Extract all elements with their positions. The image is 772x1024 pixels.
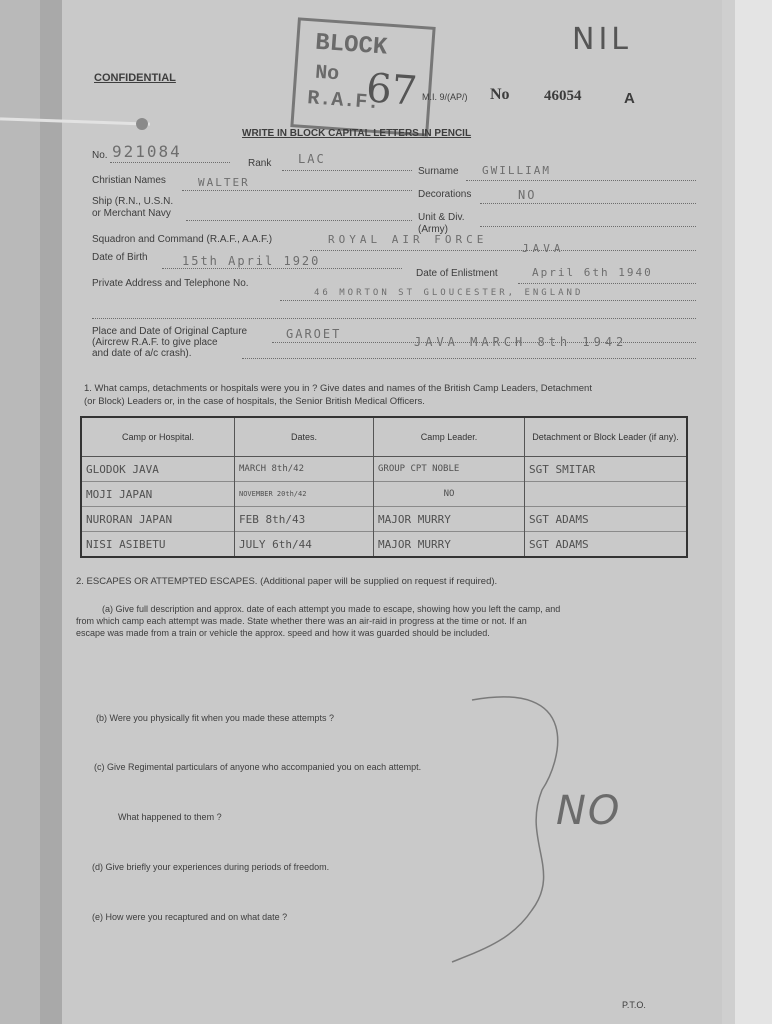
leader-cell: MAJOR MURRY	[374, 507, 525, 532]
question-2d: (d) Give briefly your experiences during periods of freedom.	[92, 862, 330, 872]
decorations-label: Decorations	[418, 189, 472, 200]
stamp-line-2: No	[314, 61, 340, 87]
number-label: No	[490, 86, 510, 103]
dates-cell: FEB 8th/43	[235, 507, 374, 532]
decorations-value: NO	[518, 188, 537, 202]
question-2a-line-2: from which camp each attempt was made. State whether there was an air-raid in progress at the time or not. If an	[76, 616, 527, 626]
handwritten-no: NO	[556, 788, 622, 834]
camp-cell: MOJI JAPAN	[81, 482, 235, 507]
question-1-line-1: 1. What camps, detachments or hospitals were you in ? Give dates and names of the British Camp Leaders, Detachment	[84, 383, 592, 394]
service-no-value: 921084	[112, 142, 182, 161]
stamp-number: 67	[364, 65, 419, 115]
camp-cell: GLODOK JAVA	[81, 457, 235, 482]
question-1-line-2: (or Block) Leaders or, in the case of hospitals, the Senior British Medical Officers.	[84, 396, 425, 407]
form-reference: M.I. 9/(AP/)	[422, 92, 468, 102]
ship-label-2: or Merchant Navy	[92, 208, 171, 219]
header-detachment-leader: Detachment or Block Leader (if any).	[525, 417, 688, 457]
rank-label: Rank	[248, 158, 272, 169]
stamp-line-1: BLOCK	[314, 29, 389, 62]
capture-label-2: (Aircrew R.A.F. to give place	[92, 337, 218, 348]
handwritten-bracket	[62, 0, 722, 1024]
leader-cell: GROUP CPT NOBLE	[374, 457, 525, 482]
surname-label: Surname	[418, 166, 459, 177]
unit-label-2: (Army)	[418, 224, 448, 235]
leader-cell: NO	[374, 482, 525, 507]
detachment-cell: SGT ADAMS	[525, 507, 688, 532]
detachment-cell: SGT ADAMS	[525, 532, 688, 558]
nil-annotation: NIL	[572, 22, 633, 57]
question-2a-line-1: (a) Give full description and approx. date of each attempt you made to escape, showing how you left the camp, and	[102, 604, 561, 614]
pto-label: P.T.O.	[622, 1000, 646, 1010]
camp-cell: NISI ASIBETU	[81, 532, 235, 558]
squadron-value-2: JAVA	[522, 242, 565, 255]
question-2e: (e) How were you recaptured and on what date ?	[92, 912, 288, 922]
confidential-label: CONFIDENTIAL	[94, 72, 176, 84]
document-page	[62, 0, 722, 1024]
header-dates: Dates.	[235, 417, 374, 457]
rank-value: LAC	[298, 152, 326, 166]
christian-names-label: Christian Names	[92, 175, 166, 186]
squadron-label: Squadron and Command (R.A.F., A.A.F.)	[92, 234, 273, 245]
dob-value: 15th April 1920	[182, 254, 321, 268]
question-2c: (c) Give Regimental particulars of anyone who accompanied you on each attempt.	[94, 762, 422, 772]
header-camp: Camp or Hospital.	[81, 417, 235, 457]
detachment-cell: SGT SMITAR	[525, 457, 688, 482]
ship-label-1: Ship (R.N., U.S.N.	[92, 196, 174, 207]
dates-cell: MARCH 8th/42	[235, 457, 374, 482]
question-2a-line-3: escape was made from a train or vehicle the approx. speed and how it was guarded should be included.	[76, 628, 490, 638]
squadron-value-1: ROYAL AIR FORCE	[328, 233, 488, 246]
enlistment-value: April 6th 1940	[532, 266, 653, 279]
christian-names-value: WALTER	[198, 176, 250, 189]
camp-cell: NURORAN JAPAN	[81, 507, 235, 532]
capture-label-3: and date of a/c crash).	[92, 348, 192, 359]
binder-edge	[40, 0, 62, 1024]
enlistment-label: Date of Enlistment	[416, 268, 498, 279]
unit-label-1: Unit & Div.	[418, 212, 465, 223]
question-2-title: 2. ESCAPES OR ATTEMPTED ESCAPES. (Additional paper will be supplied on request if required).	[76, 576, 498, 587]
what-happened-label: What happened to them ?	[118, 812, 222, 822]
paper-stack-back	[735, 0, 772, 1024]
capture-place: GAROET	[286, 327, 342, 341]
dates-cell: JULY 6th/44	[235, 532, 374, 558]
address-label: Private Address and Telephone No.	[92, 278, 249, 289]
dob-label: Date of Birth	[92, 252, 148, 263]
instruction-heading: WRITE IN BLOCK CAPITAL LETTERS IN PENCIL	[242, 128, 472, 139]
stamp-line-3: R.A.F.	[306, 87, 380, 116]
leader-cell: MAJOR MURRY	[374, 532, 525, 558]
capture-label-1: Place and Date of Original Capture	[92, 326, 248, 337]
address-value: 46 MORTON ST GLOUCESTER, ENGLAND	[314, 288, 584, 298]
question-2b: (b) Were you physically fit when you made these attempts ?	[96, 713, 334, 723]
header-camp-leader: Camp Leader.	[374, 417, 525, 457]
capture-value: JAVA MARCH 8th 1942	[414, 335, 628, 349]
serial-number: 46054	[544, 88, 582, 104]
service-no-label: No.	[92, 150, 108, 161]
dates-cell: NOVEMBER 20th/42	[235, 482, 374, 507]
binding-knot	[136, 118, 148, 130]
surname-value: GWILLIAM	[482, 164, 551, 177]
serial-suffix: A	[624, 90, 635, 107]
